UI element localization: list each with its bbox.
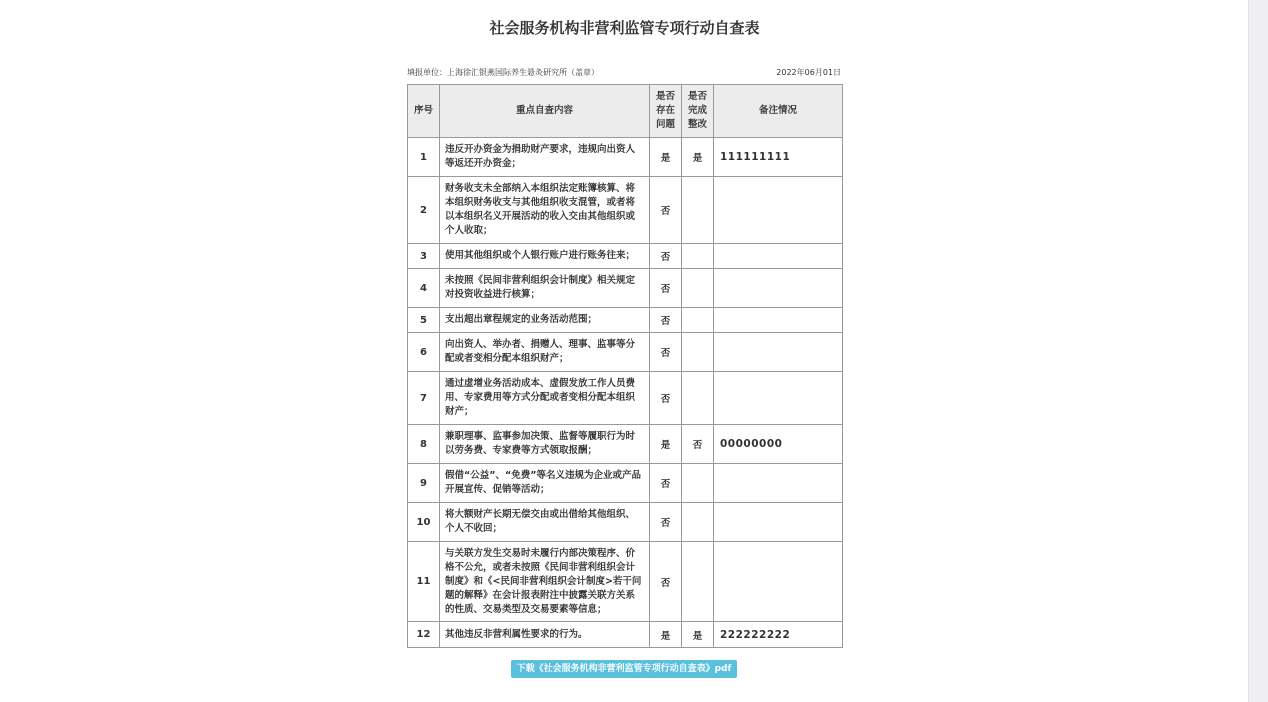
table-row xyxy=(408,372,843,425)
table-row xyxy=(408,177,843,244)
has-issue: 否 xyxy=(650,503,682,542)
row-number: 2 xyxy=(408,177,440,244)
self-check-table xyxy=(407,84,843,648)
note-cell xyxy=(714,464,843,503)
row-number: 6 xyxy=(408,333,440,372)
is-fixed xyxy=(682,308,714,333)
row-number: 1 xyxy=(408,138,440,177)
row-number: 9 xyxy=(408,464,440,503)
is-fixed xyxy=(682,372,714,425)
is-fixed: 是 xyxy=(682,138,714,177)
header-note: 备注情况 xyxy=(714,85,843,138)
table-row xyxy=(408,622,843,648)
note-cell xyxy=(714,333,843,372)
row-number: 11 xyxy=(408,542,440,622)
check-item: 使用其他组织或个人银行账户进行账务往来； xyxy=(440,244,650,269)
row-number: 7 xyxy=(408,372,440,425)
note-cell xyxy=(714,542,843,622)
note-cell xyxy=(714,503,843,542)
note-cell: 111111111 xyxy=(714,138,843,177)
table-row xyxy=(408,542,843,622)
check-item: 财务收支未全部纳入本组织法定账簿核算、将本组织财务收支与其他组织收支混管，或者将以本组织名义开展活动的收入交由其他组织或个人收取； xyxy=(440,177,650,244)
header-fixed: 是否完成整改 xyxy=(682,85,714,138)
note-cell xyxy=(714,372,843,425)
check-item: 违反开办资金为捐助财产要求，违规向出资人等返还开办资金； xyxy=(440,138,650,177)
reporting-unit: 填报单位：上海徐汇银燕国际养生悬灸研究所（盖章） xyxy=(407,68,599,77)
check-item: 支出超出章程规定的业务活动范围； xyxy=(440,308,650,333)
row-number: 10 xyxy=(408,503,440,542)
is-fixed xyxy=(682,333,714,372)
table-row xyxy=(408,269,843,308)
report-date: 2022年06月01日 xyxy=(776,68,841,77)
check-item: 将大额财产长期无偿交由或出借给其他组织、个人不收回； xyxy=(440,503,650,542)
table-header xyxy=(408,85,843,138)
has-issue: 否 xyxy=(650,333,682,372)
has-issue: 是 xyxy=(650,138,682,177)
has-issue: 否 xyxy=(650,177,682,244)
has-issue: 否 xyxy=(650,464,682,503)
download-pdf-button[interactable]: 下载《社会服务机构非营利监管专项行动自查表》pdf xyxy=(511,660,737,678)
check-item: 通过虚增业务活动成本、虚假发放工作人员费用、专家费用等方式分配或者变相分配本组织财产； xyxy=(440,372,650,425)
row-number: 3 xyxy=(408,244,440,269)
table-row xyxy=(408,244,843,269)
has-issue: 否 xyxy=(650,542,682,622)
page-title: 社会服务机构非营利监管专项行动自查表 xyxy=(489,19,760,37)
is-fixed: 否 xyxy=(682,425,714,464)
check-item: 假借“公益”、“免费”等名义违规为企业或产品开展宣传、促销等活动； xyxy=(440,464,650,503)
check-item: 向出资人、举办者、捐赠人、理事、监事等分配或者变相分配本组织财产； xyxy=(440,333,650,372)
row-number: 4 xyxy=(408,269,440,308)
note-cell xyxy=(714,177,843,244)
check-item: 与关联方发生交易时未履行内部决策程序、价格不公允，或者未按照《民间非营利组织会计制度》和《<民间非营利组织会计制度>若干问题的解释》在会计报表附注中披露关联方关系的性质、交易类型及交易要素等信息； xyxy=(440,542,650,622)
note-cell xyxy=(714,308,843,333)
has-issue: 否 xyxy=(650,372,682,425)
is-fixed xyxy=(682,177,714,244)
table-row xyxy=(408,425,843,464)
has-issue: 否 xyxy=(650,269,682,308)
row-number: 5 xyxy=(408,308,440,333)
row-number: 12 xyxy=(408,622,440,648)
has-issue: 是 xyxy=(650,622,682,648)
check-item: 其他违反非营利属性要求的行为。 xyxy=(440,622,650,648)
table-row xyxy=(408,503,843,542)
is-fixed xyxy=(682,269,714,308)
header-content: 重点自查内容 xyxy=(440,85,650,138)
is-fixed: 是 xyxy=(682,622,714,648)
check-item: 未按照《民间非营利组织会计制度》相关规定对投资收益进行核算； xyxy=(440,269,650,308)
table-row xyxy=(408,308,843,333)
table-row xyxy=(408,464,843,503)
report-meta xyxy=(407,67,841,78)
has-issue: 否 xyxy=(650,244,682,269)
is-fixed xyxy=(682,464,714,503)
note-cell xyxy=(714,244,843,269)
note-cell: 00000000 xyxy=(714,425,843,464)
has-issue: 是 xyxy=(650,425,682,464)
table-row xyxy=(408,138,843,177)
note-cell xyxy=(714,269,843,308)
row-number: 8 xyxy=(408,425,440,464)
is-fixed xyxy=(682,503,714,542)
check-item: 兼职理事、监事参加决策、监督等履职行为时以劳务费、专家费等方式领取报酬； xyxy=(440,425,650,464)
table-row xyxy=(408,333,843,372)
is-fixed xyxy=(682,244,714,269)
header-issue: 是否存在问题 xyxy=(650,85,682,138)
header-no: 序号 xyxy=(408,85,440,138)
has-issue: 否 xyxy=(650,308,682,333)
note-cell: 222222222 xyxy=(714,622,843,648)
scrollbar[interactable] xyxy=(1248,0,1268,702)
is-fixed xyxy=(682,542,714,622)
